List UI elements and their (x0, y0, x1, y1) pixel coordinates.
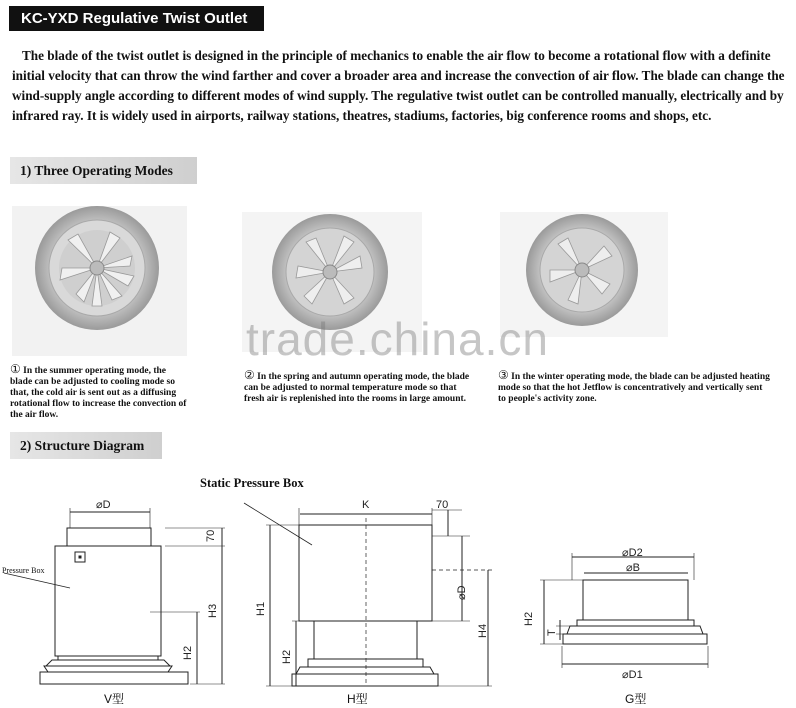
mode-caption-spring-autumn (244, 370, 470, 405)
intro-text (12, 46, 787, 126)
h-dim-k: K (362, 499, 370, 511)
g-dim-d1: ⌀D1 (622, 669, 643, 681)
v-dim-70: 70 (205, 529, 217, 542)
section-heading-structure: 2) Structure Diagram (10, 432, 162, 459)
g-neck (583, 580, 688, 620)
mode-number: ② (244, 368, 255, 382)
h-dim-d: ⌀D (456, 585, 468, 600)
structure-diagram (0, 470, 796, 708)
mode-text: In the spring and autumn operating mode, the blade can be adjusted to normal temperature mode so that fresh air is replenished into the rooms in large amount. (244, 372, 470, 404)
v-dim-h3: H3 (207, 603, 219, 618)
mode-number: ① (10, 362, 21, 376)
pressure-box-label: Pressure Box (2, 566, 45, 575)
g-dim-d2: ⌀D2 (622, 547, 643, 559)
page-title: KC-YXD Regulative Twist Outlet (9, 6, 264, 31)
v-pressure-box (55, 546, 161, 656)
section-heading-modes: 1) Three Operating Modes (10, 157, 197, 184)
h-dim-h4: H4 (477, 623, 489, 638)
mode-caption-winter (498, 370, 770, 405)
h-pressure-box (299, 525, 432, 621)
mode-number: ③ (498, 368, 509, 382)
h-dim-h2: H2 (281, 649, 293, 664)
watermark: trade.china.cn (246, 313, 549, 365)
mode-text: In the winter operating mode, the blade can be adjusted heating mode so that the hot Jetflow is concentratively and vertically sent to people's activity zone. (498, 372, 770, 404)
g-dim-t: T (546, 629, 558, 636)
v-type-label: V型 (104, 692, 125, 706)
static-pressure-box-label: Static Pressure Box (200, 476, 304, 490)
mode-text: In the summer operating mode, the blade can be adjusted to cooling mode so that, the cold air is sent out as a diffusing rotational flow to increase the convection of the air flow. (10, 366, 187, 420)
v-top-neck (67, 528, 151, 546)
intro-paragraph: The blade of the twist outlet is designed in the principle of mechanics to enable the air flow to become a rotational flow with a definite initial velocity that can throw the wind farther and cover a broader area and increase the convection of air flow. The blade can change the wind-supply angle according to different modes of wind supply. The regulative twist outlet can be controlled manually, electrically and by infrared ray. It is widely used in airports, railway stations, theatres, stadiums, factories, big conference rooms and shops, etc. (12, 48, 785, 123)
g-dim-b: ⌀B (626, 562, 640, 574)
mode-caption-summer (10, 364, 190, 421)
h-type-label: H型 (347, 692, 368, 706)
h-dim-h1: H1 (255, 601, 267, 616)
mode-photo-summer (12, 206, 187, 356)
h-dim-70: 70 (436, 499, 449, 511)
v-dim-h2: H2 (182, 645, 194, 660)
g-dim-h2: H2 (523, 611, 535, 626)
v-dim-d: ⌀D (96, 499, 111, 511)
g-type-label: G型 (625, 692, 647, 706)
